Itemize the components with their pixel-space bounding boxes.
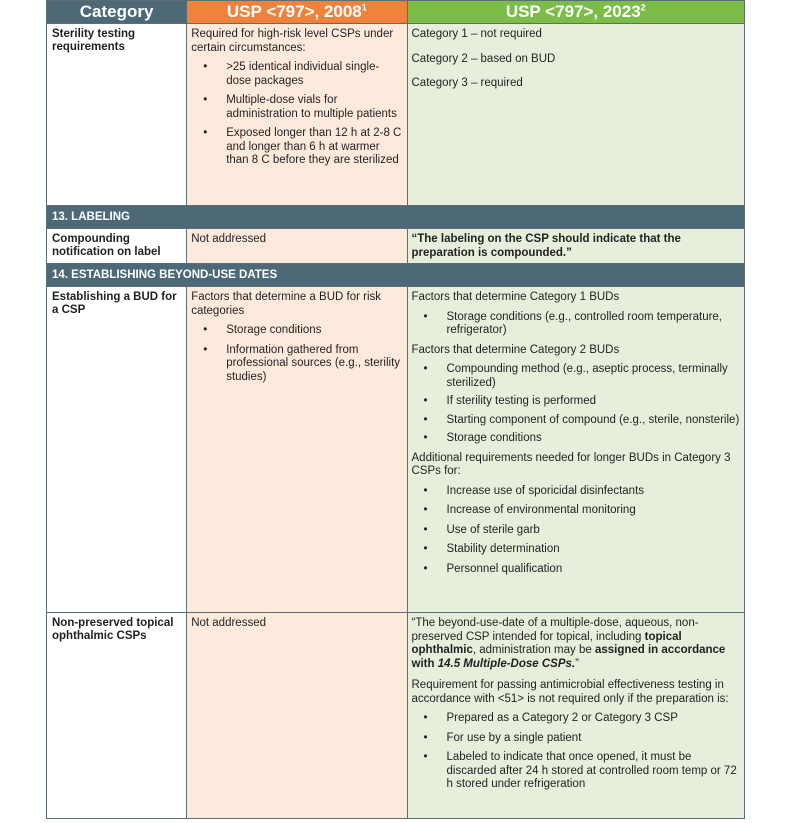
sterility-2023-line: Category 1 – not required [411,28,542,40]
labeling-2023-text: “The labeling on the CSP should indicate that the preparation is compounded.” [411,233,681,259]
list-item: • Prepared as a Category 2 or Category 3 CSP [412,712,741,726]
header-usp-2008 [187,1,407,24]
ophthalmic-quote-emphasis: topical ophthalmic [411,630,682,656]
list-item: • If sterility testing is performed [412,395,741,409]
sterility-category-cell [47,24,187,206]
section-13-row [47,206,745,229]
sterility-2008-cell [187,24,407,206]
ophthalmic-quote [412,617,741,671]
comparison-table-container [46,0,745,819]
header-usp-2008-label: USP <797>, 2008 [226,2,362,21]
header-usp-2023-ref: 2 [640,2,646,13]
list-item: • Labeled to indicate that once opened, it must be discarded after 24 h stored at controlled room temp or 72 h stored under refrigeration [412,751,741,792]
ophthalmic-quote-text: “The beyond-use-date of a multiple-dose, aqueous, non-preserved CSP intended for topical, including [411,617,699,643]
ophthalmic-list [412,712,741,792]
list-item: • Storage conditions (e.g., controlled room temperature, refrigerator) [412,311,741,338]
ophthalmic-row [47,613,745,819]
bud-category-cell [47,287,187,613]
ophthalmic-category-cell [47,613,187,819]
sterility-2023-line: Category 3 – required [411,77,523,89]
ophthalmic-2008-cell [187,613,407,819]
bud-cat1-intro: Factors that determine Category 1 BUDs [411,291,620,303]
list-item: • Increase of environmental monitoring [412,504,741,518]
ophthalmic-quote-emphasis: assigned in accordance with [411,644,726,670]
ophthalmic-quote-text: , administration may be [472,644,595,656]
header-category-label: Category [79,2,154,21]
labeling-category-label: Compounding notification on label [52,233,161,258]
sterility-2008-intro: Required for high-risk level CSPs under certain circumstances: [191,28,394,54]
section-14-row [47,264,745,287]
ophthalmic-requirement-intro: Requirement for passing antimicrobial effectiveness testing in accordance with <51> is not required only if the preparation is: [411,679,729,705]
bud-2008-intro: Factors that determine a BUD for risk categories [191,291,381,317]
list-item: • For use by a single patient [412,732,741,746]
header-usp-2023 [407,1,745,24]
labeling-category-cell [47,229,187,264]
list-item: • Use of sterile garb [412,524,741,538]
bud-cat2-list [412,363,741,446]
list-item: • Compounding method (e.g., aseptic process, terminally sterilized) [412,363,741,390]
labeling-2023-cell [407,229,745,264]
labeling-2008-text: Not addressed [191,233,266,245]
list-item: • Information gathered from professional sources (e.g., sterility studies) [191,344,402,385]
list-item: • Storage conditions [412,432,741,446]
section-14-label: 14. ESTABLISHING BEYOND-USE DATES [47,264,745,287]
header-category [47,1,187,24]
list-item: • Stability determination [412,543,741,557]
list-item: • Exposed longer than 12 h at 2-8 C and longer than 6 h at warmer than 8 C before they are sterilized [191,127,402,168]
bud-2008-cell [187,287,407,613]
usp-797-comparison-table [46,0,745,819]
list-item: • Increase use of sporicidal disinfectants [412,485,741,499]
ophthalmic-2008-text: Not addressed [191,617,266,629]
header-usp-2008-ref: 1 [361,2,367,13]
sterility-2023-cell [407,24,745,206]
bud-cat3-intro: Additional requirements needed for longer BUDs in Category 3 CSPs for: [411,451,731,477]
bud-category-label: Establishing a BUD for a CSP [52,291,177,316]
bud-2023-cell [407,287,745,613]
ophthalmic-quote-text: ” [575,657,579,670]
sterility-2023-line: Category 2 – based on BUD [411,52,556,65]
sterility-category-label: Sterility testing requirements [52,28,136,53]
labeling-2008-cell [187,229,407,264]
bud-cat1-list [412,311,741,338]
list-item: • >25 identical individual single-dose packages [191,61,402,88]
list-item: • Starting component of compound (e.g., sterile, nonsterile) [412,414,741,428]
bud-cat2-intro: Factors that determine Category 2 BUDs [411,343,620,356]
bud-2008-list [191,324,402,384]
header-row [47,1,745,24]
sterility-2008-list [191,61,402,168]
header-usp-2023-label: USP <797>, 2023 [505,2,641,21]
sterility-testing-row [47,24,745,206]
section-13-label: 13. LABELING [47,206,745,229]
list-item: • Personnel qualification [412,563,741,577]
ophthalmic-2023-cell [407,613,745,819]
ophthalmic-quote-reference: 14.5 Multiple-Dose CSPs. [437,657,576,670]
list-item: • Storage conditions [191,324,402,338]
list-item: • Multiple-dose vials for administration to multiple patients [191,94,402,121]
bud-row [47,287,745,613]
ophthalmic-category-label: Non-preserved topical ophthalmic CSPs [52,617,174,642]
labeling-row [47,229,745,264]
bud-cat3-list [412,485,741,577]
